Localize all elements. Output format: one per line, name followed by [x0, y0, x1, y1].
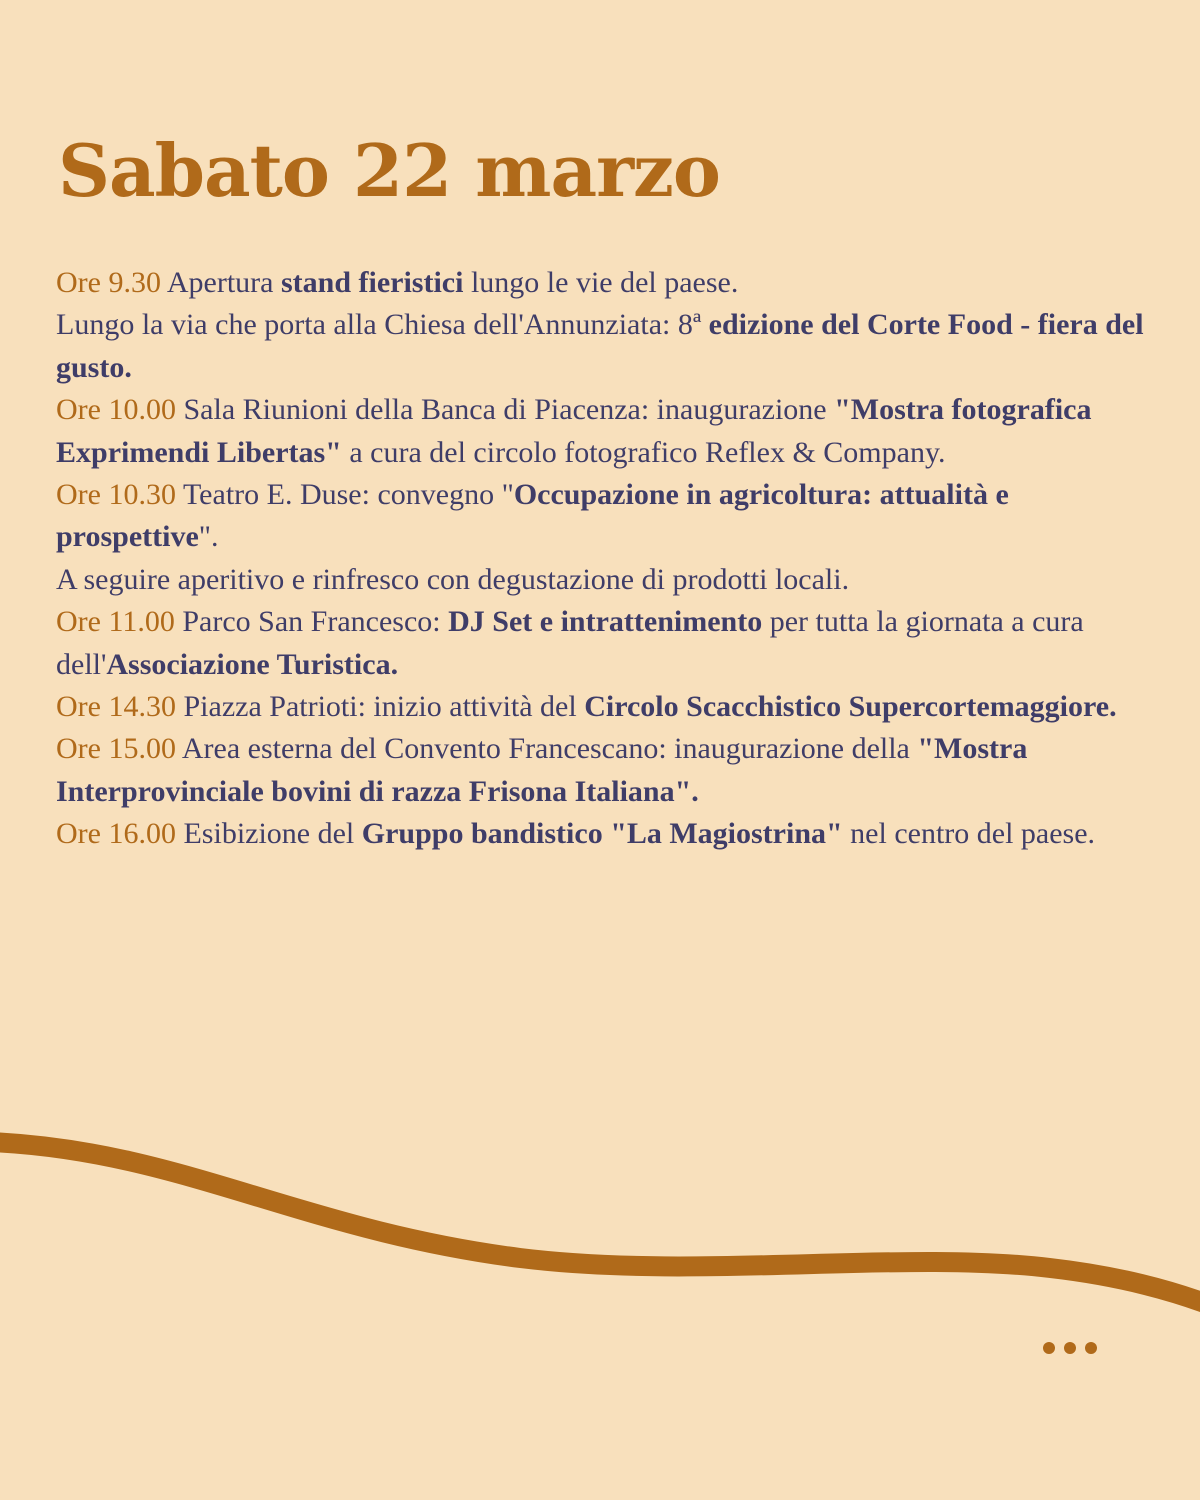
item-highlight: "Mostra Interprovinciale bovini di razza Frisona Italiana".: [56, 732, 1028, 808]
item-highlight: "Mostra fotografica Exprimendi Libertas": [56, 393, 1092, 469]
item-text: Esibizione del: [183, 817, 355, 851]
item-time: Ore 16.00: [56, 817, 176, 851]
program-item: [56, 728, 1166, 813]
item-highlight: DJ Set e intrattenimento: [448, 605, 763, 639]
item-text: A seguire aperitivo e rinfresco con degustazione di prodotti locali.: [56, 562, 850, 596]
wave-line: [0, 1100, 1200, 1330]
program-item: [56, 262, 1166, 304]
program-item: [56, 686, 1166, 728]
program-list: [56, 262, 1166, 856]
item-text: nel centro del paese.: [850, 817, 1096, 851]
program-item: [56, 813, 1166, 855]
program-item: [56, 389, 1166, 474]
item-text: Area esterna del Convento Francescano: inaugurazione della: [181, 732, 910, 766]
item-time: Ore 9.30: [56, 266, 161, 299]
item-text: per tutta la giornata a cura dell': [56, 605, 1084, 681]
item-time: Ore 10.30: [56, 478, 176, 512]
item-highlight: Associazione Turistica.: [106, 647, 399, 681]
item-text: Apertura: [166, 266, 274, 299]
page-title: Sabato 22 marzo: [58, 128, 720, 213]
item-text: a cura del circolo fotografico Reflex & Company.: [349, 435, 946, 469]
item-text: ".: [198, 520, 219, 554]
item-text: Lungo la via che porta alla Chiesa dell'Annunziata: 8ª: [56, 308, 702, 342]
item-text: lungo le vie del paese.: [470, 266, 739, 299]
item-text: Piazza Patrioti: inizio attività del: [183, 690, 577, 724]
program-item: [56, 601, 1166, 686]
program-item: [56, 474, 1166, 559]
item-highlight: Circolo Scacchistico Supercortemaggiore.: [584, 690, 1117, 724]
item-text: Parco San Francesco:: [182, 605, 441, 639]
program-item: [56, 559, 1166, 601]
item-time: Ore 14.30: [56, 690, 176, 724]
more-dots-icon: [1040, 1338, 1100, 1358]
item-text: Teatro E. Duse: convegno ": [182, 478, 514, 512]
item-highlight: edizione del Corte Food - fiera del gusto.: [56, 308, 1144, 384]
item-time: Ore 15.00: [56, 732, 176, 766]
item-time: Ore 10.00: [56, 393, 176, 427]
item-time: Ore 11.00: [56, 605, 175, 639]
item-highlight: stand fieristici: [280, 266, 464, 299]
item-highlight: Occupazione in agricoltura: attualità e prospettive: [56, 478, 1009, 554]
item-text: Sala Riunioni della Banca di Piacenza: inaugurazione: [183, 393, 827, 427]
program-item: [56, 304, 1166, 389]
item-highlight: Gruppo bandistico "La Magiostrina": [361, 817, 843, 851]
